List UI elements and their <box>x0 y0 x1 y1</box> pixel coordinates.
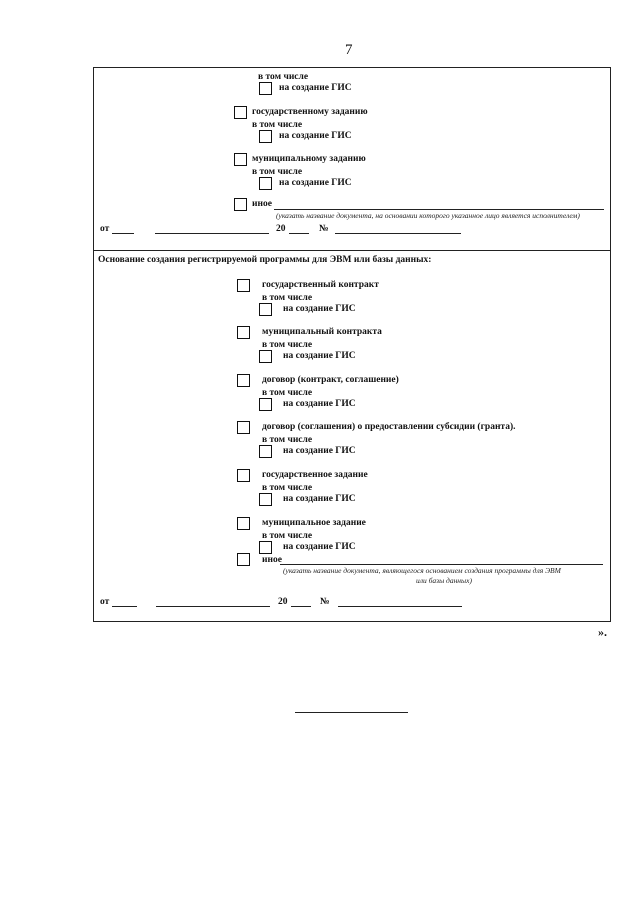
section1-number-label: № <box>319 224 329 234</box>
section1-date-field[interactable] <box>112 233 134 234</box>
section1-other-input-line[interactable] <box>274 209 604 210</box>
state-task-sub-label: в том числе <box>252 120 303 130</box>
state-task-gis-checkbox[interactable] <box>259 130 272 143</box>
section1-month-field[interactable] <box>155 233 269 234</box>
section2-other-checkbox[interactable] <box>237 553 250 566</box>
state-task-label: государственному заданию <box>252 107 368 117</box>
section1-from-label: от <box>100 224 110 234</box>
closing-quote-mark: ». <box>598 625 607 639</box>
state-contract-gis-checkbox[interactable] <box>259 303 272 316</box>
section2-other-hint-line2: или базы данных) <box>416 576 472 585</box>
section2-year-label: 20 <box>278 597 288 607</box>
state-task2-gis-checkbox[interactable] <box>259 493 272 506</box>
state-task-checkbox[interactable] <box>234 106 247 119</box>
frame-bottom-line <box>93 621 610 622</box>
municipal-contract-checkbox[interactable] <box>237 326 250 339</box>
section1-other-checkbox[interactable] <box>234 198 247 211</box>
section-divider-line <box>93 250 610 251</box>
state-contract-sub-label: в том числе <box>262 293 313 303</box>
section1-gis-label: на создание ГИС <box>279 83 352 93</box>
municipal-contract-sub-label: в том числе <box>262 340 313 350</box>
state-contract-checkbox[interactable] <box>237 279 250 292</box>
municipal-task-gis-label: на создание ГИС <box>279 178 352 188</box>
agreement-gis-checkbox[interactable] <box>259 398 272 411</box>
section2-month-field[interactable] <box>156 606 270 607</box>
municipal-contract-label: муниципальный контракта <box>262 327 382 337</box>
subsidy-gis-label: на создание ГИС <box>283 446 356 456</box>
section2-year-field[interactable] <box>291 606 311 607</box>
subsidy-gis-checkbox[interactable] <box>259 445 272 458</box>
state-task2-sub-label: в том числе <box>262 483 313 493</box>
municipal-task2-gis-label: на создание ГИС <box>283 542 356 552</box>
section2-from-label: от <box>100 597 110 607</box>
section1-number-field[interactable] <box>335 233 461 234</box>
state-task2-checkbox[interactable] <box>237 469 250 482</box>
section2-number-label: № <box>320 597 330 607</box>
state-task2-gis-label: на создание ГИС <box>283 494 356 504</box>
section2-date-field[interactable] <box>112 606 137 607</box>
state-task-gis-label: на создание ГИС <box>279 131 352 141</box>
municipal-task2-checkbox[interactable] <box>237 517 250 530</box>
municipal-task-gis-checkbox[interactable] <box>259 177 272 190</box>
section2-heading: Основание создания регистрируемой программы для ЭВМ или базы данных: <box>98 255 432 265</box>
municipal-task-checkbox[interactable] <box>234 153 247 166</box>
section1-other-label: иное <box>252 199 272 209</box>
municipal-contract-gis-label: на создание ГИС <box>283 351 356 361</box>
agreement-gis-label: на создание ГИС <box>283 399 356 409</box>
municipal-task2-sub-label: в том числе <box>262 531 313 541</box>
municipal-contract-gis-checkbox[interactable] <box>259 350 272 363</box>
section1-year-label: 20 <box>276 224 286 234</box>
section2-other-hint-line1: (указать название документа, являющегося основанием создания программы для ЭВМ <box>283 566 561 575</box>
section1-year-field[interactable] <box>289 233 309 234</box>
agreement-label: договор (контракт, соглашение) <box>262 375 399 385</box>
section1-gis-checkbox[interactable] <box>259 82 272 95</box>
section2-number-field[interactable] <box>338 606 462 607</box>
frame-top-line <box>93 67 610 68</box>
agreement-checkbox[interactable] <box>237 374 250 387</box>
subsidy-sub-label: в том числе <box>262 435 313 445</box>
section1-other-hint: (указать название документа, на основании которого указанное лицо является исполнителем) <box>276 211 580 220</box>
state-contract-gis-label: на создание ГИС <box>283 304 356 314</box>
municipal-task-sub-label: в том числе <box>252 167 303 177</box>
document-end-line <box>295 712 408 713</box>
state-contract-label: государственный контракт <box>262 280 379 290</box>
municipal-task2-gis-checkbox[interactable] <box>259 541 272 554</box>
section2-other-input-line[interactable] <box>280 564 603 565</box>
agreement-sub-label: в том числе <box>262 388 313 398</box>
frame-right-line <box>610 67 611 622</box>
section1-sub-label: в том числе <box>258 72 309 82</box>
state-task2-label: государственное задание <box>262 470 368 480</box>
municipal-task-label: муниципальному заданию <box>252 154 366 164</box>
subsidy-checkbox[interactable] <box>237 421 250 434</box>
subsidy-label: договор (соглашения) о предоставлении субсидии (гранта). <box>262 422 516 432</box>
municipal-task2-label: муниципальное задание <box>262 518 366 528</box>
section2-other-label: иное <box>262 555 282 565</box>
frame-left-line <box>93 67 94 622</box>
page-number: 7 <box>345 42 353 58</box>
